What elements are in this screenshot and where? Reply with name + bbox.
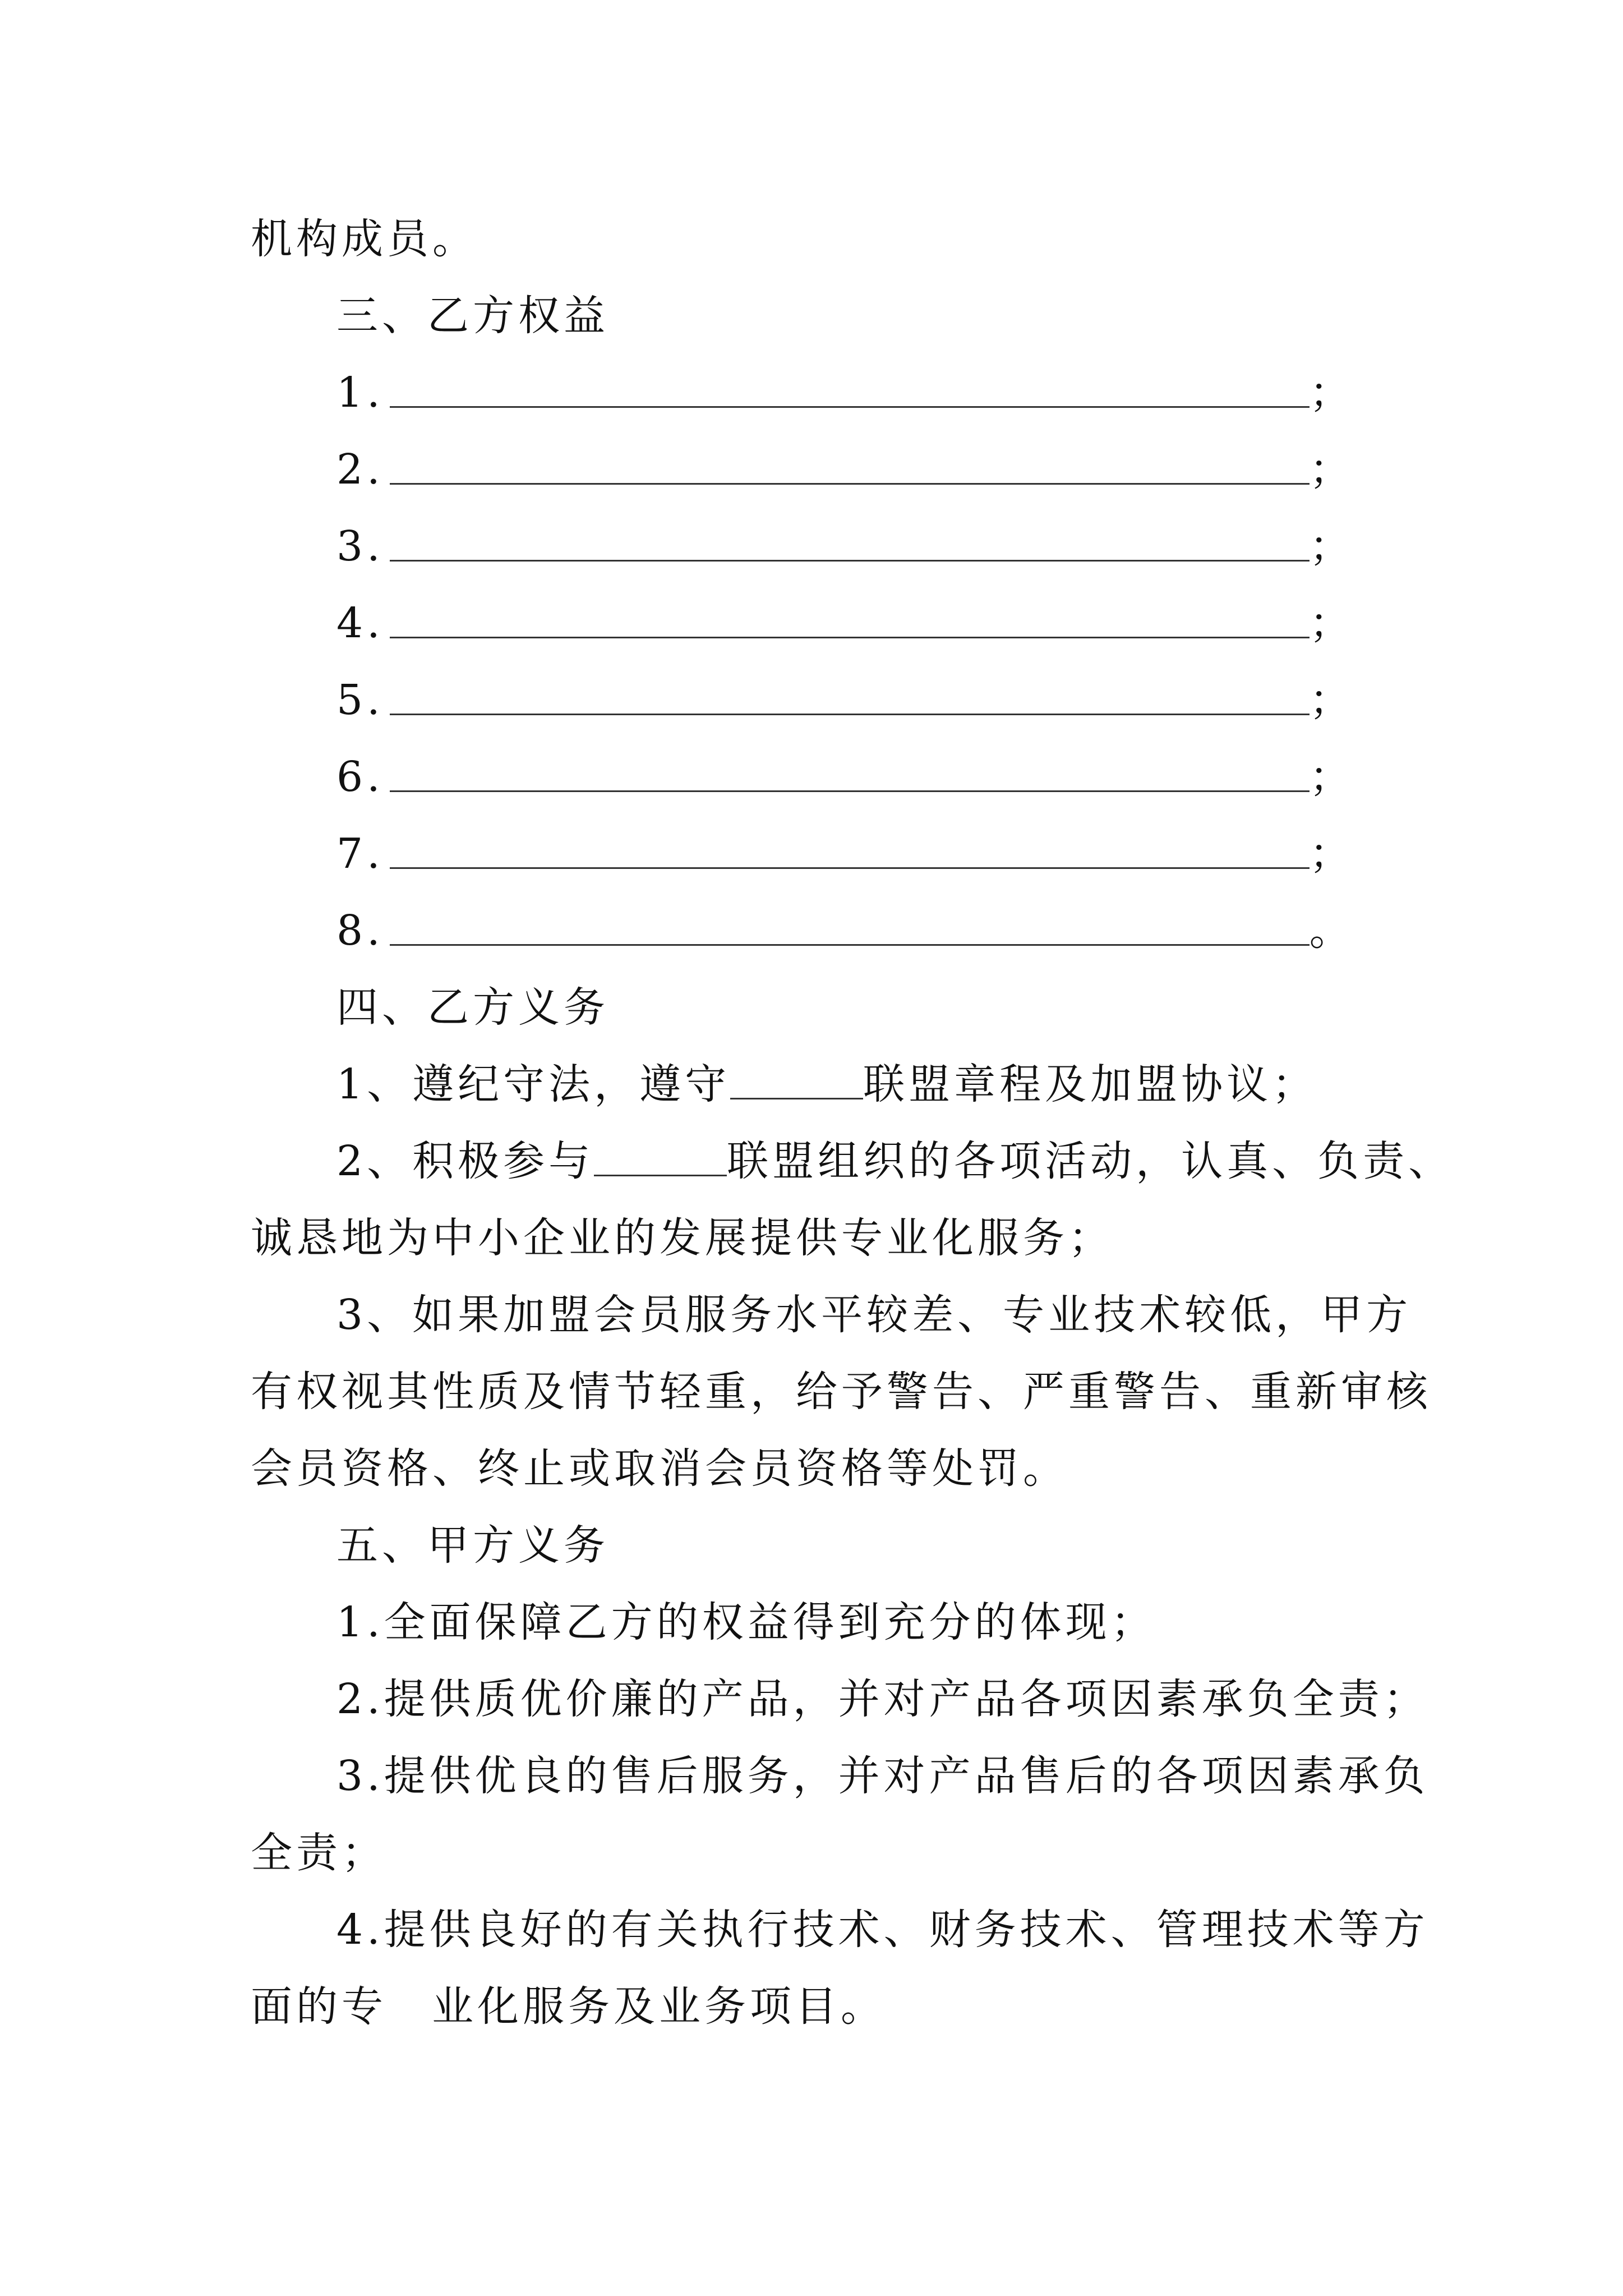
item-end: ； (1309, 676, 1355, 724)
fill-blank[interactable] (390, 585, 1310, 638)
paragraph-line: 机构成员。 (251, 215, 478, 263)
blank-item-6 (251, 739, 1389, 816)
paragraph-line: 2.提供质优价廉的产品，并对产品各项因素承负全责； (336, 1675, 1429, 1723)
blank-item-4 (251, 585, 1389, 662)
item-end: ； (1309, 830, 1355, 878)
fill-blank[interactable] (390, 892, 1310, 946)
item-end: ； (1309, 369, 1355, 417)
blank-item-2 (251, 431, 1389, 508)
item-end: ； (1309, 522, 1355, 570)
paragraph-line: 3.提供优良的售后服务，并对产品售后的各项因素承负 (336, 1752, 1429, 1800)
item-number: 6. (336, 753, 384, 801)
item-end: ； (1309, 445, 1355, 494)
item-end: ； (1309, 599, 1355, 647)
blank-item-1 (251, 355, 1389, 431)
item-end: 。 (1309, 907, 1355, 955)
paragraph-line (251, 1046, 1389, 1123)
blank-item-3 (251, 508, 1389, 585)
section-heading-4: 四、乙方义务 (336, 983, 609, 1032)
paragraph-line (251, 1123, 1454, 1200)
fill-blank[interactable] (390, 355, 1310, 408)
fill-blank[interactable] (390, 816, 1310, 869)
item-number: 7. (336, 830, 384, 878)
paragraph-line (251, 1968, 1389, 2045)
fill-blank[interactable] (390, 739, 1310, 792)
blank-item-8 (251, 892, 1389, 969)
blank-item-7 (251, 816, 1389, 892)
paragraph-line: 有权视其性质及情节轻重，给予警告、严重警告、重新审核 (251, 1368, 1432, 1416)
paragraph-line: 会员资格、终止或取消会员资格等处罚。 (251, 1444, 1068, 1493)
item-number: 1. (336, 369, 384, 417)
text: 业化服务及业务项目。 (432, 1982, 886, 2031)
paragraph-line: 3、如果加盟会员服务水平较差、专业技术较低，甲方 (336, 1291, 1412, 1339)
text: 1、遵纪守法，遵守 (336, 1060, 731, 1108)
paragraph-line: 诚恳地为中小企业的发展提供专业化服务； (251, 1214, 1114, 1262)
blank-item-5 (251, 662, 1389, 739)
fill-blank[interactable] (594, 1123, 727, 1176)
text: 2、积极参与 (336, 1137, 594, 1185)
item-number: 8. (336, 907, 384, 955)
fill-blank[interactable] (390, 662, 1310, 715)
item-number: 5. (336, 676, 384, 724)
paragraph-line: 1.全面保障乙方的权益得到充分的体现； (336, 1598, 1156, 1646)
section-heading-5: 五、甲方义务 (336, 1521, 609, 1570)
paragraph-line: 4.提供良好的有关执行技术、财务技术、管理技术等方 (336, 1906, 1429, 1954)
item-number: 4. (336, 599, 384, 647)
fill-blank[interactable] (390, 431, 1310, 485)
fill-blank[interactable] (730, 1046, 863, 1099)
item-number: 2. (336, 445, 384, 494)
fill-blank[interactable] (390, 508, 1310, 562)
paragraph-line: 全责； (251, 1829, 387, 1877)
item-number: 3. (336, 522, 384, 570)
text: 面的专 (251, 1982, 387, 2031)
text: 联盟章程及加盟协议； (863, 1060, 1318, 1108)
item-end: ； (1309, 753, 1355, 801)
section-heading-3: 三、乙方权益 (336, 292, 609, 340)
text: 联盟组织的各项活动，认真、负责、 (727, 1137, 1454, 1185)
document-page (251, 201, 1454, 2045)
